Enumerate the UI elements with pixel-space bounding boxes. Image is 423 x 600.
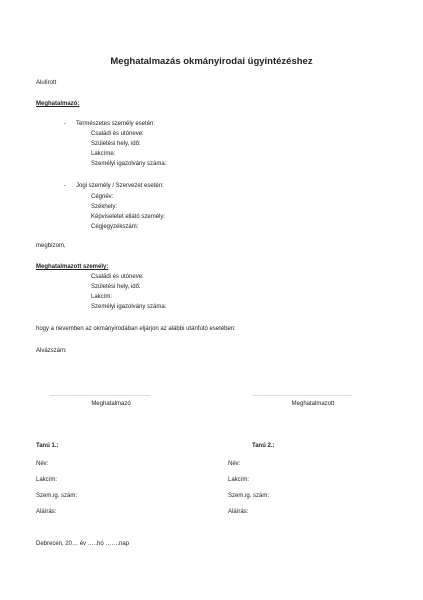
- signature-line-left: ……………………………………………………: [50, 392, 150, 398]
- witness-field: Lakcím:: [228, 477, 250, 483]
- document-title: Meghatalmazás okmányirodai ügyintézéshez: [110, 56, 313, 67]
- jogi-label: Jogi személy / Szervezet esetén:: [76, 183, 164, 189]
- field-label: Születési hely, idő:: [91, 284, 141, 290]
- field-label: Cégnév:: [91, 194, 114, 200]
- purpose-text: hogy a nevemben az okmányirodában eljárjon az alábbi utánfutó esetében:: [36, 326, 236, 332]
- alulirott-text: Alulírott: [36, 80, 57, 86]
- field-label: Személyi igazolvány száma:: [91, 304, 167, 310]
- field-label: Cégjegyzékszám:: [91, 224, 139, 230]
- field-label: Lakcím:: [91, 294, 113, 300]
- witness-field: Aláírás:: [36, 509, 57, 515]
- field-label: Családi és utóneve:: [91, 274, 144, 280]
- megbizom-text: megbízom,: [36, 243, 66, 249]
- termeszetes-label: Természetes személy esetén:: [76, 121, 156, 127]
- date-line: Debrecen, 20… év …..hó …….nap: [36, 541, 130, 547]
- field-label: Képviseletet ellátó személy:: [91, 214, 166, 220]
- field-label: Születési hely, idő:: [91, 141, 141, 147]
- witness-1-heading: Tanú 1.:: [36, 443, 59, 449]
- signature-line-right: ……………………………………………………: [252, 392, 352, 398]
- signature-label-meghatalmazott: Meghatalmazott: [291, 401, 335, 407]
- witness-field: Név:: [36, 461, 49, 467]
- witness-field: Szem.ig. szám:: [36, 493, 78, 499]
- field-label: Személyi igazolvány száma:: [91, 161, 167, 167]
- field-label: Családi és utóneve:: [91, 131, 144, 137]
- witness-2-heading: Tanú 2.:: [252, 443, 275, 449]
- signature-label-meghatalmazo: Meghatalmazó: [91, 401, 131, 407]
- field-label: Székhely:: [91, 204, 118, 210]
- witness-field: Szem.ig. szám:: [228, 493, 270, 499]
- alvazszam-label: Alvázszám:: [36, 348, 67, 354]
- witness-field: Lakcím:: [36, 477, 58, 483]
- meghatalmazott-heading: Meghatalmazott személy:: [36, 264, 109, 270]
- meghatalmazo-heading: Meghatalmazó:: [36, 101, 80, 107]
- witness-field: Aláírás:: [228, 509, 249, 515]
- witness-field: Név:: [228, 461, 241, 467]
- bullet-marker: -: [64, 183, 66, 189]
- field-label: Lakcíme:: [91, 151, 116, 157]
- bullet-marker: -: [64, 121, 66, 127]
